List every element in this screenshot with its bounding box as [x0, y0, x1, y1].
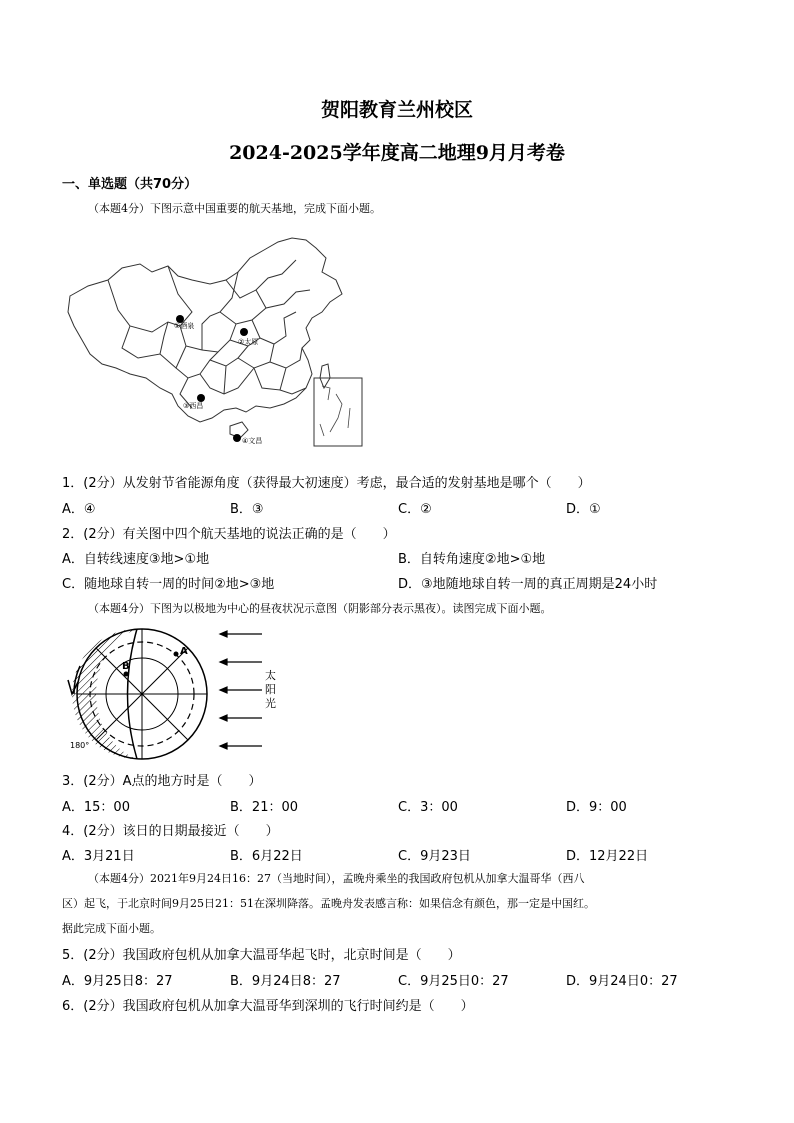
group3-intro-line-1: （本题4分）2021年9月24日16：27（当地时间），孟晚舟乘坐的我国政府包机从加拿大温哥华（西八: [88, 872, 585, 885]
school-title: 贺阳教育兰州校区: [320, 99, 473, 121]
china-map-figure: [60, 228, 380, 458]
base-jiuquan-label: ①酒泉: [174, 322, 195, 330]
question-1: 1．(2分）从发射节省能源角度（获得最大初速度）考虑，最合适的发射基地是哪个（ ）: [62, 476, 591, 491]
base-wenchang-label: ④文昌: [242, 437, 263, 445]
question-4: 4．(2分）该日的日期最接近（ ）: [62, 824, 279, 839]
sunlight-label-1: 太: [265, 669, 276, 682]
q4-option-d[interactable]: D．12月22日: [566, 849, 649, 864]
q3-option-d[interactable]: D．9：00: [566, 800, 627, 815]
china-outline: [68, 238, 342, 422]
base-xichang-dot: [197, 394, 205, 402]
group1-intro: （本题4分）下图示意中国重要的航天基地，完成下面小题。: [88, 202, 381, 215]
q1-option-d[interactable]: D．①: [566, 502, 601, 517]
q5-option-a[interactable]: A．9月25日8：27: [62, 974, 173, 989]
q5-option-b[interactable]: B．9月24日8：27: [230, 974, 341, 989]
meridian-180-label: 180°: [70, 741, 90, 750]
point-a-label: A: [180, 646, 188, 657]
q2-option-c[interactable]: C．随地球自转一周的时间②地>③地: [62, 577, 275, 592]
sunlight-label-3: 光: [265, 697, 276, 710]
q2-option-a[interactable]: A．自转线速度③地>①地: [62, 552, 210, 567]
question-2: 2．(2分）有关图中四个航天基地的说法正确的是（ ）: [62, 527, 396, 542]
q1-option-b[interactable]: B．③: [230, 502, 264, 517]
q2-option-d[interactable]: D．③地随地球自转一周的真正周期是24小时: [398, 577, 658, 592]
q5-option-d[interactable]: D．9月24日0：27: [566, 974, 678, 989]
group3-intro-line-3: 据此完成下面小题。: [62, 922, 161, 935]
base-wenchang-dot: [233, 434, 241, 442]
base-taiyuan-label: ②太原: [238, 338, 259, 346]
taiwan-island: [320, 364, 330, 388]
group3-intro-line-2: 区）起飞，于北京时间9月25日21：51在深圳降落。孟晚舟发表感言称：如果信念有颜色，那一定是中国红。: [62, 897, 595, 910]
q3-option-c[interactable]: C．3：00: [398, 800, 458, 815]
group2-intro: （本题4分）下图为以极地为中心的昼夜状况示意图（阴影部分表示黑夜）。读图完成下面小题。: [88, 602, 552, 615]
sunlight-arrows: [220, 631, 262, 749]
question-6: 6．(2分）我国政府包机从加拿大温哥华到深圳的飞行时间约是（ ）: [62, 999, 474, 1014]
base-taiyuan-dot: [240, 328, 248, 336]
exam-title: 2024-2025学年度高二地理9月月考卷: [229, 142, 565, 164]
q2-option-b[interactable]: B．自转角速度②地>①地: [398, 552, 546, 567]
q1-option-c[interactable]: C．②: [398, 502, 432, 517]
section-title: 一、单选题（共70分）: [62, 177, 198, 192]
q3-option-b[interactable]: B．21：00: [230, 800, 299, 815]
question-3: 3．(2分）A点的地方时是（ ）: [62, 774, 262, 789]
base-xichang-label: ③西昌: [183, 402, 204, 410]
south-china-sea-inset: [314, 378, 362, 446]
q1-option-a[interactable]: A．④: [62, 502, 96, 517]
q3-option-a[interactable]: A．15：00: [62, 800, 130, 815]
q5-option-c[interactable]: C．9月25日0：27: [398, 974, 509, 989]
q4-option-a[interactable]: A．3月21日: [62, 849, 135, 864]
sunlight-label-2: 阳: [265, 683, 276, 696]
q4-option-c[interactable]: C．9月23日: [398, 849, 471, 864]
question-5: 5．(2分）我国政府包机从加拿大温哥华起飞时，北京时间是（ ）: [62, 948, 461, 963]
point-b-label: B: [122, 661, 130, 672]
polar-diagram-figure: [60, 624, 300, 764]
q4-option-b[interactable]: B．6月22日: [230, 849, 303, 864]
point-a-dot: [174, 652, 179, 657]
point-b-dot: [124, 672, 129, 677]
